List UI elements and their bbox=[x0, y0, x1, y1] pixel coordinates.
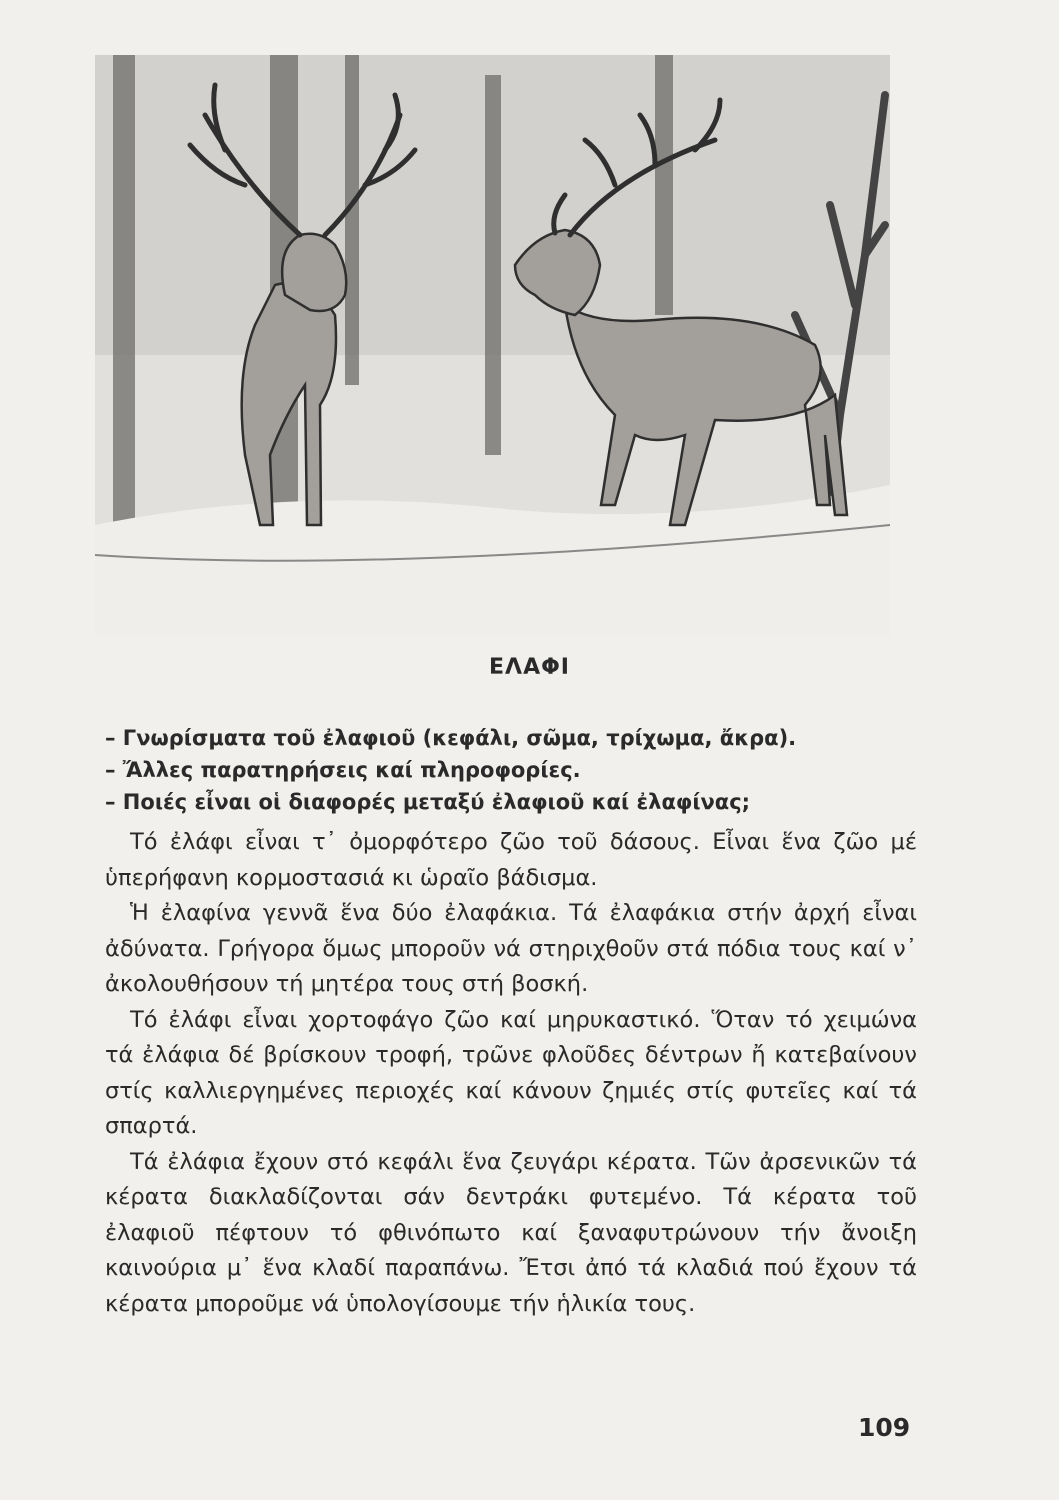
page-title: ΕΛΑΦΙ bbox=[489, 655, 570, 680]
paragraph: Τά ἐλάφια ἔχουν στό κεφάλι ἕνα ζευγάρι κέρατα. Τῶν ἀρσενικῶν τά κέρατα διακλαδίζονται σάν δεντράκι φυτεμένο. Τά κέρατα τοῦ ἐλαφιοῦ πέφτουν τό φθινόπωτο καί ξαναφυτρώνουν τήν ἄνοιξη καινούρια μ᾿ ἕνα κλαδί παραπάνω. Ἔτσι ἀπό τά κλαδιά πού ἔχουν τά κέρατα μποροῦμε νά ὑπολογίσουμε τήν ἡλικία τους. bbox=[105, 1148, 917, 1317]
paragraph: Ἡ ἐλαφίνα γεννᾶ ἕνα δύο ἐλαφάκια. Τά ἐλαφάκια στήν ἀρχή εἶναι ἀδύνατα. Γρήγορα ὅμως μποροῦν νά στηριχθοῦν στά πόδια τους καί ν᾿ ἀκολουθήσουν τή μητέρα τους στή βοσκή. bbox=[105, 900, 917, 997]
question-list bbox=[105, 722, 925, 818]
question-item: – Γνωρίσματα τοῦ ἐλαφιοῦ (κεφάλι, σῶμα, τρίχωμα, ἄκρα). bbox=[105, 726, 797, 750]
question-item: – Ποιές εἶναι οἱ διαφορές μεταξύ ἐλαφιοῦ καί ἐλαφίνας; bbox=[105, 790, 751, 814]
deer-illustration bbox=[95, 55, 890, 635]
paragraph: Τό ἐλάφι εἶναι τ᾿ ὀμορφότερο ζῶο τοῦ δάσους. Εἶναι ἕνα ζῶο μέ ὑπερήφανη κορμοστασιά κι ὡραῖο βάδισμα. bbox=[105, 829, 917, 891]
body-text bbox=[105, 825, 917, 1322]
question-item: – Ἄλλες παρατηρήσεις καί πληροφορίες. bbox=[105, 758, 581, 782]
paragraph: Τό ἐλάφι εἶναι χορτοφάγο ζῶο καί μηρυκαστικό. Ὅταν τό χειμώνα τά ἐλάφια δέ βρίσκουν τροφή, τρῶνε φλοῦδες δέντρων ἤ κατεβαίνουν στίς καλλιεργημένες περιοχές καί κάνουν ζημιές στίς φυτεῖες καί τά σπαρτά. bbox=[105, 1006, 917, 1139]
page-number: 109 bbox=[858, 1413, 911, 1442]
